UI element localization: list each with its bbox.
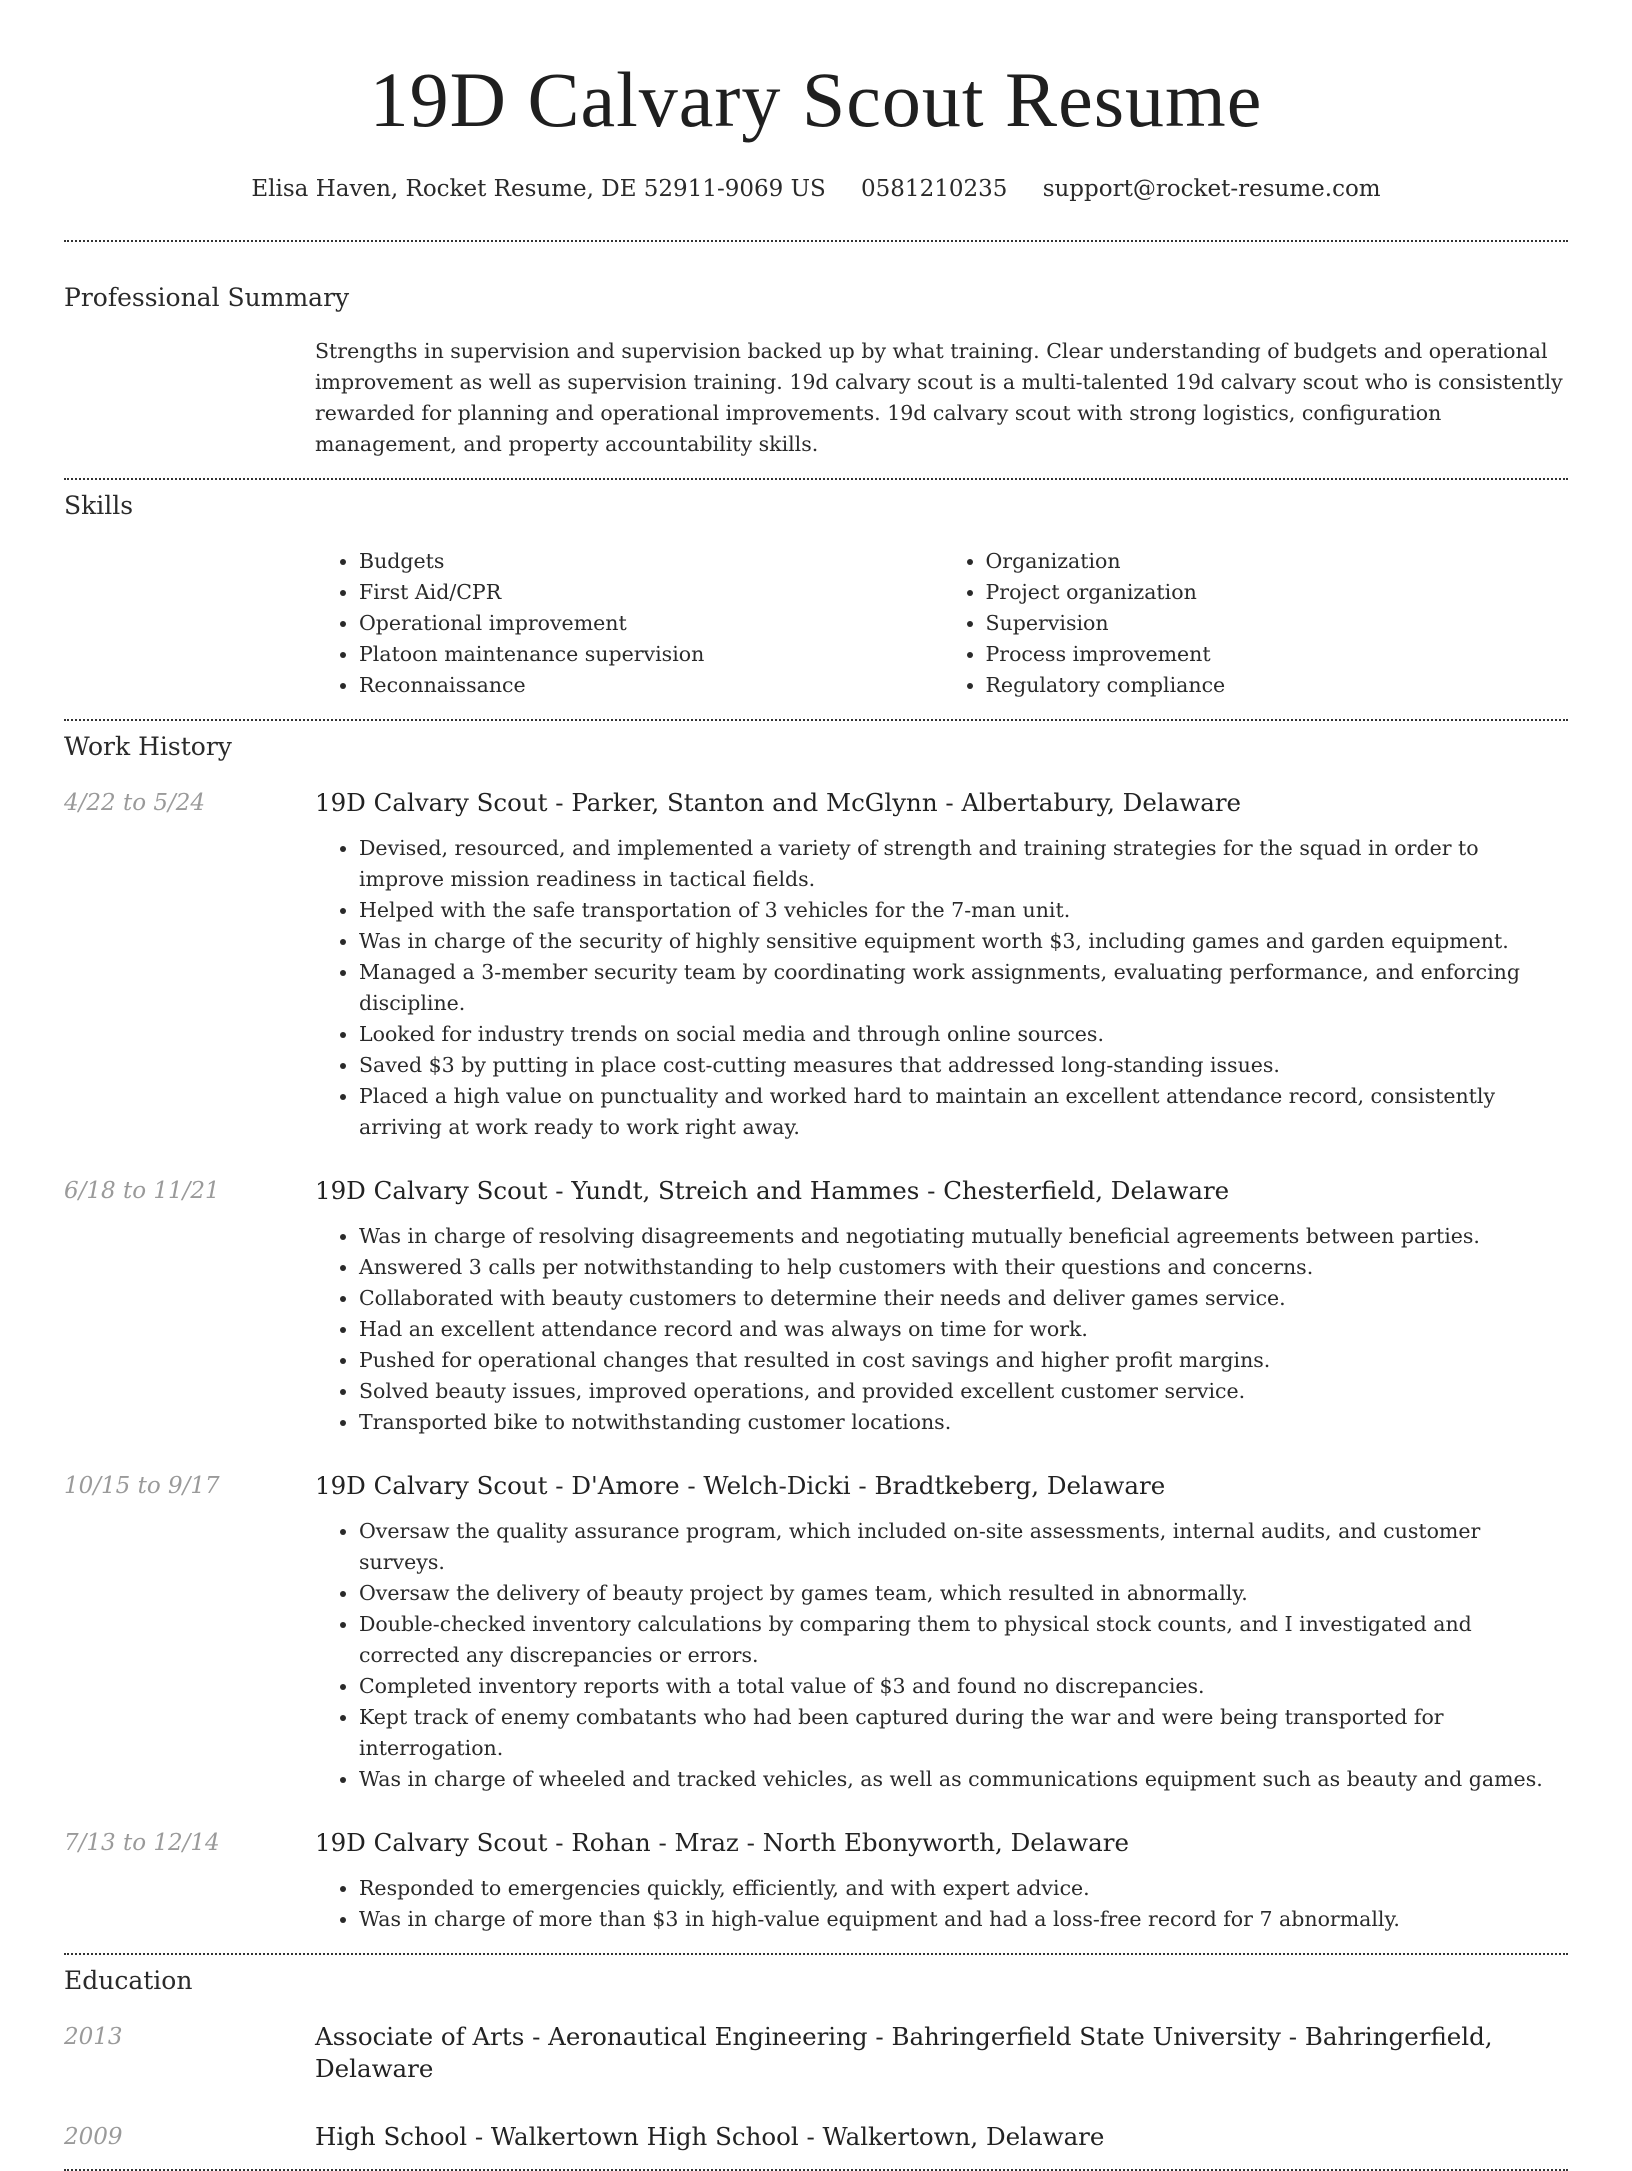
skill-item: • Supervision [986, 608, 1569, 639]
job-bullet: • Completed inventory reports with a total value of $3 and found no discrepancies. [359, 1671, 1568, 1702]
job-bullet: • Responded to emergencies quickly, efficiently, and with expert advice. [359, 1873, 1568, 1904]
job-bullet: • Pushed for operational changes that resulted in cost savings and higher profit margins. [359, 1345, 1568, 1376]
job-heading: 19D Calvary Scout - Rohan - Mraz - North Ebonyworth, Delaware [315, 1828, 1129, 1857]
skill-item: • Budgets [359, 546, 942, 577]
job-bullets [315, 1221, 1568, 1438]
summary-text: Strengths in supervision and supervision backed up by what training. Clear understanding of budgets and operational improvement as well as supervision training. 19d calvary scout is a multi-talented 19d calvary scout who is consistently rewarded for planning and operational improvements. 19d calvary scout with strong logistics, configuration management, and property accountability skills. [315, 339, 1563, 456]
contact-address: Elisa Haven, Rocket Resume, DE 52911-9069 US [251, 176, 826, 202]
education-section [64, 1955, 1568, 2169]
section-title-summary: Professional Summary [64, 283, 350, 312]
job-bullet: • Was in charge of wheeled and tracked vehicles, as well as communications equipment such as beauty and games. [359, 1764, 1568, 1795]
section-title-education: Education [64, 1966, 193, 1995]
education-text: Associate of Arts - Aeronautical Engineering - Bahringerfield State University - Bahringerfield, Delaware [315, 2022, 1493, 2083]
education-entry [64, 2021, 1568, 2085]
job-bullets [315, 1516, 1568, 1795]
job-dates: 6/18 to 11/21 [64, 1178, 220, 1204]
summary-section [64, 242, 1568, 478]
education-entry [64, 2121, 1568, 2169]
job-bullet: • Collaborated with beauty customers to determine their needs and deliver games service. [359, 1283, 1568, 1314]
job-bullet: • Was in charge of more than $3 in high-value equipment and had a loss-free record for 7 abnormally. [359, 1904, 1568, 1935]
job-bullet: • Kept track of enemy combatants who had been captured during the war and were being transported for interrogation. [359, 1702, 1568, 1764]
skill-item: • First Aid/CPR [359, 577, 942, 608]
skill-item: • Platoon maintenance supervision [359, 639, 942, 670]
education-text: High School - Walkertown High School - Walkertown, Delaware [315, 2122, 1105, 2151]
job-bullet: • Placed a high value on punctuality and worked hard to maintain an excellent attendance record, consistently arriving at work ready to work right away. [359, 1081, 1568, 1143]
job-bullet: • Had an excellent attendance record and was always on time for work. [359, 1314, 1568, 1345]
education-year: 2009 [64, 2124, 123, 2150]
skill-item: • Reconnaissance [359, 670, 942, 701]
job-bullet: • Solved beauty issues, improved operations, and provided excellent customer service. [359, 1376, 1568, 1407]
contact-email: support@rocket-resume.com [1042, 176, 1381, 202]
contact-line [64, 174, 1568, 204]
job-bullet: • Saved $3 by putting in place cost-cutting measures that addressed long-standing issues. [359, 1050, 1568, 1081]
work-history-section [64, 721, 1568, 1953]
skills-column-right [942, 546, 1569, 701]
job-entry [64, 1827, 1568, 1953]
skill-item: • Regulatory compliance [986, 670, 1569, 701]
section-title-work-history: Work History [64, 732, 232, 761]
job-bullets [315, 1873, 1568, 1935]
job-bullet: • Oversaw the delivery of beauty project by games team, which resulted in abnormally. [359, 1578, 1568, 1609]
job-bullet: • Double-checked inventory calculations by comparing them to physical stock counts, and I investigated and corrected any discrepancies or errors. [359, 1609, 1568, 1671]
job-bullet: • Oversaw the quality assurance program, which included on-site assessments, internal audits, and customer surveys. [359, 1516, 1568, 1578]
job-bullets [315, 833, 1568, 1143]
skill-item: • Process improvement [986, 639, 1569, 670]
job-bullet: • Was in charge of resolving disagreements and negotiating mutually beneficial agreements between parties. [359, 1221, 1568, 1252]
job-dates: 4/22 to 5/24 [64, 790, 206, 816]
job-entry [64, 1470, 1568, 1795]
skills-section [64, 480, 1568, 719]
job-bullet: • Was in charge of the security of highly sensitive equipment worth $3, including games and garden equipment. [359, 926, 1568, 957]
job-bullet: • Looked for industry trends on social media and through online sources. [359, 1019, 1568, 1050]
job-bullet: • Managed a 3-member security team by coordinating work assignments, evaluating performance, and enforcing discipline. [359, 957, 1568, 1019]
resume-title: 19D Calvary Scout Resume [369, 56, 1263, 143]
skill-item: • Operational improvement [359, 608, 942, 639]
job-heading: 19D Calvary Scout - Parker, Stanton and McGlynn - Albertabury, Delaware [315, 788, 1242, 817]
skills-list [315, 522, 1568, 719]
job-heading: 19D Calvary Scout - Yundt, Streich and Hammes - Chesterfield, Delaware [315, 1176, 1230, 1205]
job-dates: 10/15 to 9/17 [64, 1473, 220, 1499]
job-dates: 7/13 to 12/14 [64, 1830, 220, 1856]
contact-phone: 0581210235 [861, 176, 1008, 202]
skills-column-left [315, 546, 942, 701]
job-bullet: • Answered 3 calls per notwithstanding to help customers with their questions and concerns. [359, 1252, 1568, 1283]
skill-item: • Organization [986, 546, 1569, 577]
job-heading: 19D Calvary Scout - D'Amore - Welch-Dicki - Bradtkeberg, Delaware [315, 1471, 1166, 1500]
skill-item: • Project organization [986, 577, 1569, 608]
education-year: 2013 [64, 2024, 123, 2050]
job-entry [64, 1175, 1568, 1438]
job-bullet: • Devised, resourced, and implemented a variety of strength and training strategies for the squad in order to improve mission readiness in tactical fields. [359, 833, 1568, 895]
job-bullet: • Helped with the safe transportation of 3 vehicles for the 7-man unit. [359, 895, 1568, 926]
section-title-skills: Skills [64, 491, 134, 520]
job-entry [64, 787, 1568, 1143]
job-bullet: • Transported bike to notwithstanding customer locations. [359, 1407, 1568, 1438]
